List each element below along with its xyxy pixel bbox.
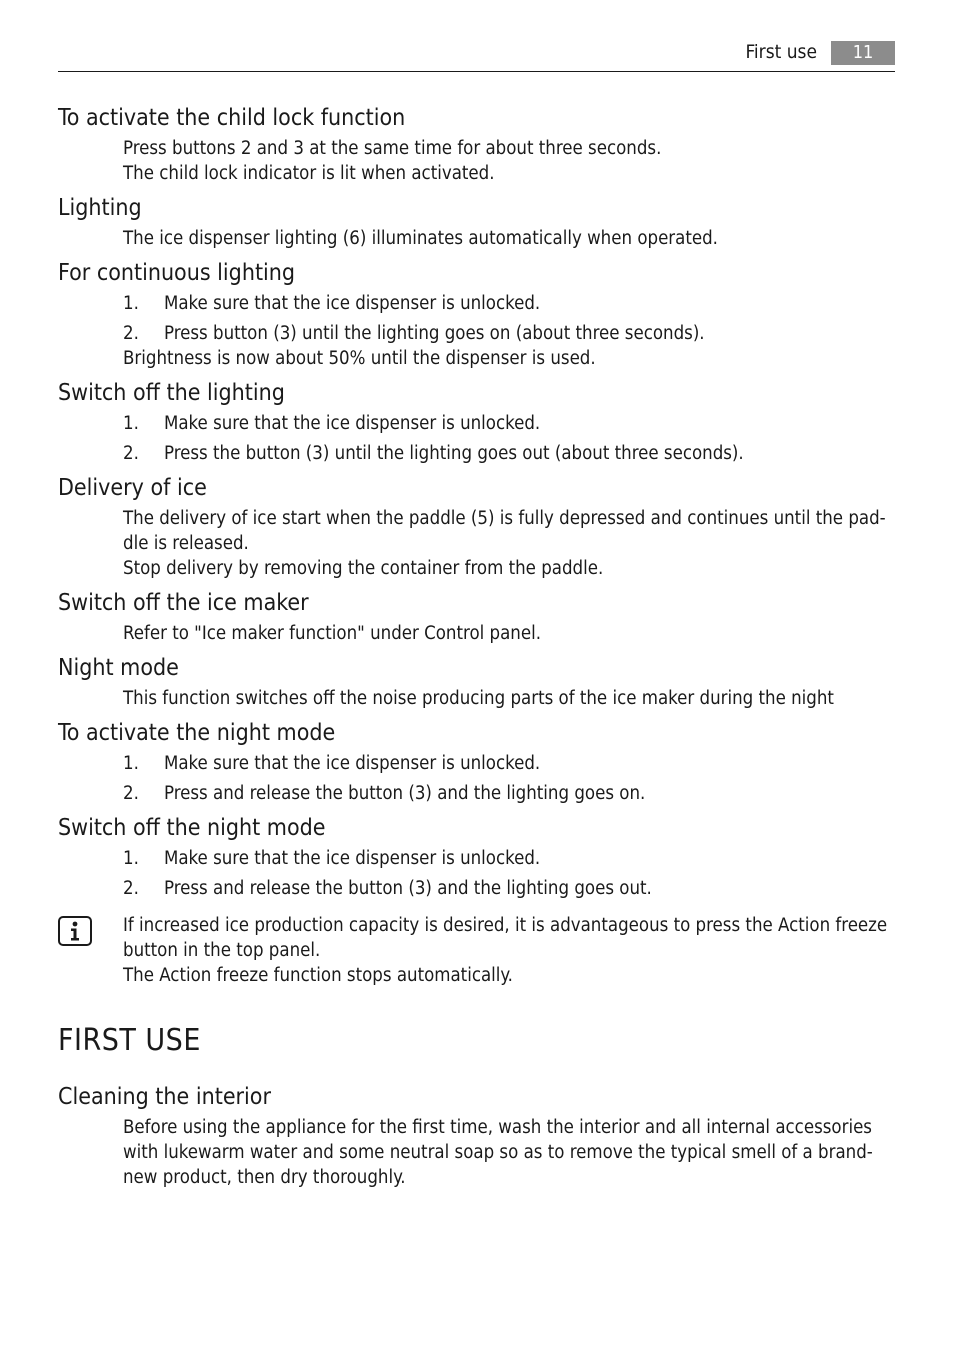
section-night-mode — [58, 653, 895, 711]
header-rule — [58, 71, 895, 72]
list-item — [123, 441, 895, 466]
step-number: 2. — [123, 878, 139, 899]
list-item — [123, 291, 895, 316]
section-heading: Cleaning the interior — [58, 1084, 271, 1110]
section-child-lock — [58, 103, 895, 186]
list-item — [123, 876, 895, 901]
step-number: 2. — [123, 783, 139, 804]
body-line: dle is released. — [123, 533, 249, 554]
step-text: Make sure that the ice dispenser is unlocked. — [164, 293, 541, 314]
section-ice-maker-off — [58, 588, 895, 646]
page-content — [58, 103, 895, 1197]
section-body — [58, 621, 895, 646]
step-text: Press the button (3) until the lighting goes out (about three seconds). — [164, 443, 744, 464]
chapter-spacer — [58, 1060, 895, 1082]
step-list — [58, 846, 895, 901]
body-line: The delivery of ice start when the paddle (5) is fully depressed and continues until the pad- — [123, 508, 886, 529]
section-lighting — [58, 193, 895, 251]
section-body — [58, 226, 895, 251]
body-line: Refer to "Ice maker function" under Control panel. — [123, 623, 542, 644]
section-body — [58, 506, 895, 581]
section-body — [58, 686, 895, 711]
step-number: 1. — [123, 753, 139, 774]
section-body — [58, 136, 895, 186]
chapter-title: FIRST USE — [58, 1023, 201, 1058]
step-text: Make sure that the ice dispenser is unlocked. — [164, 848, 541, 869]
section-heading: For continuous lighting — [58, 260, 296, 286]
section-continuous-lighting — [58, 258, 895, 371]
list-item — [123, 751, 895, 776]
step-number: 1. — [123, 413, 139, 434]
body-line: The ice dispenser lighting (6) illuminates automatically when operated. — [123, 228, 718, 249]
step-number: 2. — [123, 323, 139, 344]
step-note: Brightness is now about 50% until the dispenser is used. — [123, 348, 596, 369]
body-line: Before using the appliance for the first time, wash the interior and all internal accessories — [123, 1117, 872, 1138]
section-heading: Switch off the lighting — [58, 380, 285, 406]
section-heading: Night mode — [58, 655, 179, 681]
body-line: Stop delivery by removing the container from the paddle. — [123, 558, 604, 579]
page-header — [58, 38, 895, 72]
section-heading: Lighting — [58, 195, 142, 221]
step-list — [58, 411, 895, 466]
body-line: button in the top panel. — [123, 940, 321, 961]
info-icon — [58, 916, 92, 946]
header-section-title: First use — [745, 41, 817, 63]
section-delivery — [58, 473, 895, 581]
step-text: Press and release the button (3) and the lighting goes out. — [164, 878, 652, 899]
step-number: 1. — [123, 293, 139, 314]
section-heading: Switch off the ice maker — [58, 590, 309, 616]
list-item — [123, 411, 895, 436]
body-line: with lukewarm water and some neutral soap so as to remove the typical smell of a brand- — [123, 1142, 873, 1163]
body-line: If increased ice production capacity is desired, it is advantageous to press the Action freeze — [123, 915, 888, 936]
step-list — [58, 291, 895, 346]
note-body — [58, 913, 895, 988]
list-item — [123, 781, 895, 806]
step-text: Press and release the button (3) and the lighting goes on. — [164, 783, 646, 804]
list-item — [123, 321, 895, 346]
section-body — [58, 1115, 895, 1190]
page-number: 11 — [831, 41, 895, 65]
body-line: This function switches off the noise producing parts of the ice maker during the night — [123, 688, 834, 709]
section-heading: To activate the child lock function — [58, 105, 406, 131]
body-line: new product, then dry thoroughly. — [123, 1167, 406, 1188]
step-list — [58, 751, 895, 806]
section-heading: Switch off the night mode — [58, 815, 326, 841]
body-line: Press buttons 2 and 3 at the same time for about three seconds. — [123, 138, 662, 159]
section-switch-off-lighting — [58, 378, 895, 466]
section-heading: To activate the night mode — [58, 720, 336, 746]
section-heading: Delivery of ice — [58, 475, 207, 501]
step-number: 1. — [123, 848, 139, 869]
info-note — [58, 913, 895, 988]
step-text: Make sure that the ice dispenser is unlocked. — [164, 413, 541, 434]
step-text: Make sure that the ice dispenser is unlocked. — [164, 753, 541, 774]
body-line: The Action freeze function stops automatically. — [123, 965, 513, 986]
list-item — [123, 846, 895, 871]
body-line: The child lock indicator is lit when activated. — [123, 163, 495, 184]
section-night-mode-on — [58, 718, 895, 806]
step-number: 2. — [123, 443, 139, 464]
section-cleaning — [58, 1082, 895, 1190]
step-text: Press button (3) until the lighting goes on (about three seconds). — [164, 323, 705, 344]
section-night-mode-off — [58, 813, 895, 901]
